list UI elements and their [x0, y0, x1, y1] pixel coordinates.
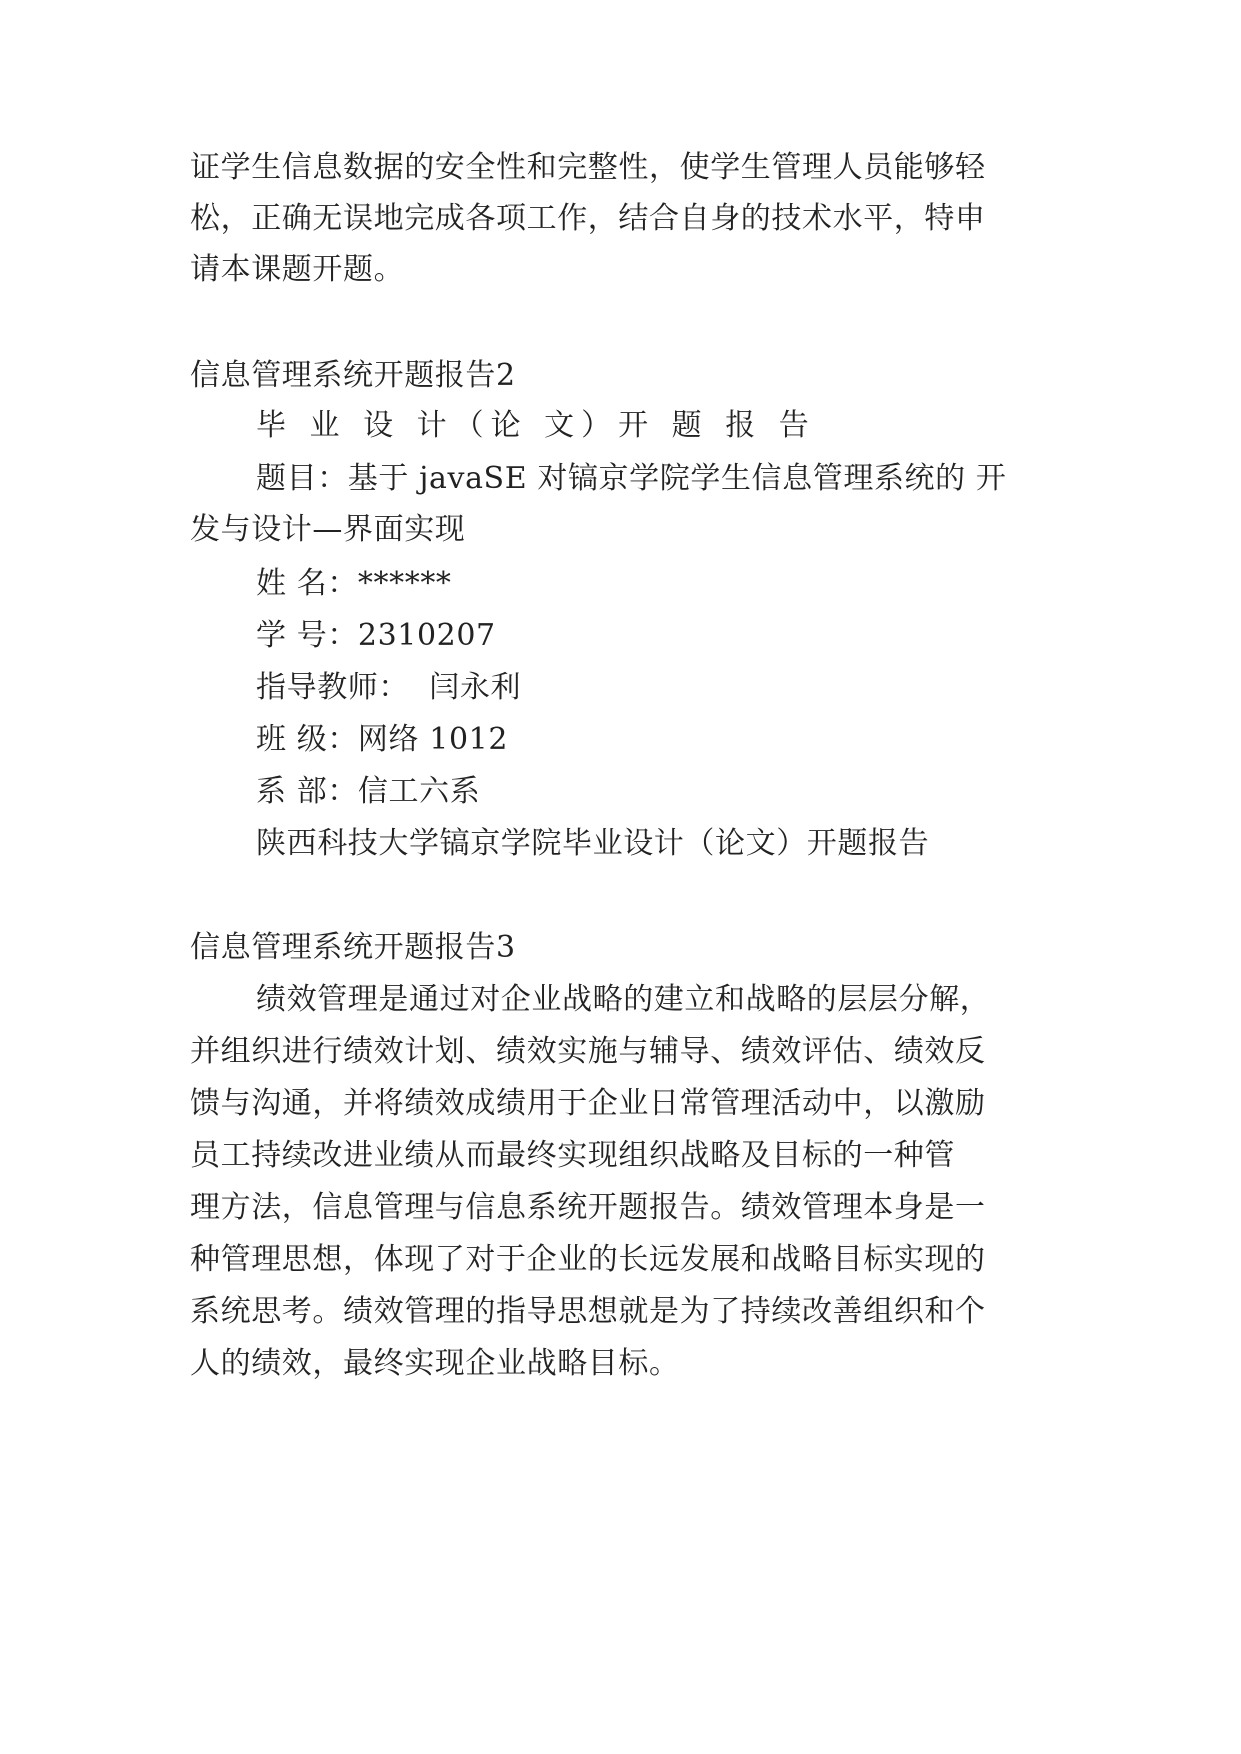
topic-line-continued: 发与设计—界面实现: [190, 512, 466, 547]
institution-line: 陕西科技大学镐京学院毕业设计（论文）开题报告: [256, 826, 930, 861]
paragraph-line: 人的绩效，最终实现企业战略目标。: [190, 1346, 680, 1381]
section-heading: 信息管理系统开题报告2: [190, 358, 516, 393]
paragraph-line: 并组织进行绩效计划、绩效实施与辅导、绩效评估、绩效反: [190, 1034, 986, 1069]
report-title: 毕 业 设 计（论 文）开 题 报 告: [256, 408, 816, 443]
field-advisor: 指导教师： 闫永利: [256, 670, 522, 705]
paragraph-line: 证学生信息数据的安全性和完整性，使学生管理人员能够轻: [190, 150, 986, 185]
topic-line: 题目：基于 javaSE 对镐京学院学生信息管理系统的 开: [256, 461, 1007, 496]
paragraph-line: 松，正确无误地完成各项工作，结合自身的技术水平，特申: [190, 201, 986, 236]
paragraph-line: 理方法，信息管理与信息系统开题报告。绩效管理本身是一: [190, 1190, 986, 1225]
paragraph-line: 系统思考。绩效管理的指导思想就是为了持续改善组织和个: [190, 1294, 986, 1329]
section-heading: 信息管理系统开题报告3: [190, 930, 516, 965]
field-class: 班 级：网络 1012: [256, 722, 509, 757]
paragraph-line: 请本课题开题。: [190, 252, 405, 287]
field-name: 姓 名：******: [256, 566, 452, 601]
paragraph-line: 馈与沟通，并将绩效成绩用于企业日常管理活动中，以激励: [190, 1086, 986, 1121]
paragraph-line: 种管理思想，体现了对于企业的长远发展和战略目标实现的: [190, 1242, 986, 1277]
paragraph-line: 员工持续改进业绩从而最终实现组织战略及目标的一种管: [190, 1138, 955, 1173]
field-department: 系 部：信工六系: [256, 774, 481, 809]
field-student-id: 学 号：2310207: [256, 618, 496, 653]
paragraph-line: 绩效管理是通过对企业战略的建立和战略的层层分解，: [256, 982, 991, 1017]
